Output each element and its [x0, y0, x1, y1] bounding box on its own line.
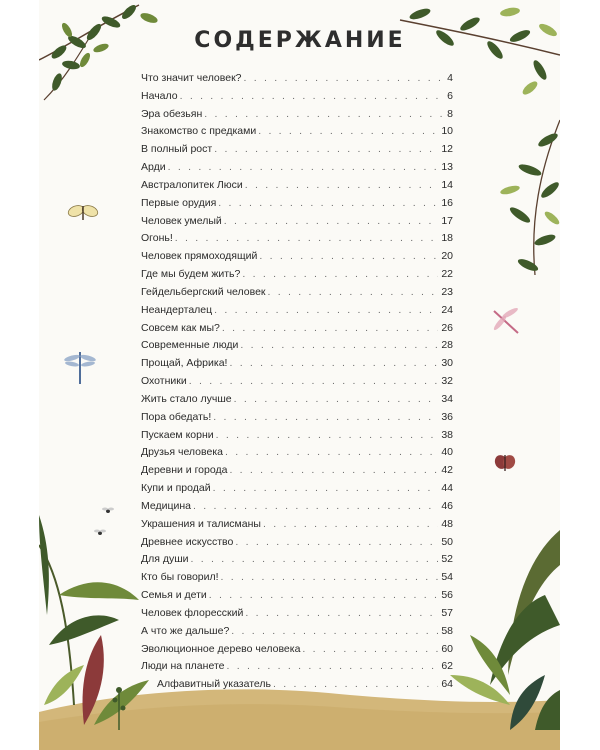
toc-entry-page: 6 [447, 89, 453, 102]
toc-leader-dots [216, 429, 439, 441]
toc-leader-dots [225, 446, 438, 458]
toc-entry-page: 22 [441, 268, 453, 281]
toc-leader-dots [180, 90, 445, 102]
toc-leader-dots [213, 411, 438, 423]
toc-entry [141, 90, 453, 108]
toc-entry [141, 268, 453, 286]
toc-entry-title: Деревни и города [141, 464, 228, 477]
toc-entry-title: Человек умелый [141, 214, 222, 227]
toc-entry-title: Первые орудия [141, 196, 217, 209]
pink-dragonfly-illustration [488, 305, 524, 337]
toc-leader-dots [268, 286, 439, 298]
toc-leader-dots [204, 108, 444, 120]
toc-entry-page: 58 [441, 624, 453, 637]
toc-leader-dots [231, 625, 438, 637]
toc-entry-page: 30 [441, 357, 453, 370]
toc-leader-dots [224, 215, 439, 227]
toc-entry [141, 197, 453, 215]
toc-entry [141, 571, 453, 589]
toc-entry-title: А что же дальше? [141, 624, 230, 637]
toc-entry-title: Огонь! [141, 232, 173, 245]
toc-entry-title: Начало [141, 89, 178, 102]
toc-entry-page: 20 [441, 250, 453, 263]
toc-entry-title: Эра обезьян [141, 107, 203, 120]
toc-leader-dots [214, 143, 438, 155]
toc-leader-dots [193, 500, 438, 512]
toc-entry-title: Арди [141, 161, 166, 174]
toc-leader-dots [168, 161, 439, 173]
toc-entry-title: Люди на планете [141, 660, 225, 673]
bottom-right-plants-illustration [450, 525, 560, 730]
toc-entry-title: Для души [141, 553, 189, 566]
toc-entry-page: 8 [447, 107, 453, 120]
toc-entry-title: Человек флоресский [141, 606, 244, 619]
toc-entry-title: Семья и дети [141, 589, 207, 602]
toc-leader-dots [209, 589, 439, 601]
toc-entry-title: Современные люди [141, 339, 239, 352]
toc-entry [141, 500, 453, 518]
toc-entry-title: Украшения и талисманы [141, 517, 261, 530]
toc-entry [141, 143, 453, 161]
toc-entry-page: 26 [441, 321, 453, 334]
toc-entry [141, 411, 453, 429]
toc-entry-title: Неандерталец [141, 303, 213, 316]
toc-entry-page: 48 [441, 517, 453, 530]
toc-entry-page: 40 [441, 446, 453, 459]
toc-entry-page: 28 [441, 339, 453, 352]
toc-entry-page: 44 [441, 482, 453, 495]
toc-entry [141, 446, 453, 464]
toc-entry-page: 56 [441, 589, 453, 602]
toc-entry [141, 161, 453, 179]
toc-leader-dots [229, 357, 438, 369]
toc-entry-page: 4 [447, 72, 453, 84]
toc-entry [141, 339, 453, 357]
toc-entry [141, 625, 453, 643]
toc-entry-page: 64 [441, 678, 453, 691]
toc-entry-title: Знакомство с предками [141, 125, 257, 138]
toc-entry-title: Медицина [141, 499, 191, 512]
blue-dragonfly-illustration [64, 348, 96, 386]
toc-entry-page: 23 [441, 285, 453, 298]
toc-entry-page: 13 [441, 161, 453, 174]
toc-entry-title: Где мы будем жить? [141, 268, 241, 281]
toc-entry-title: Эволюционное дерево человека [141, 642, 301, 655]
toc-entry [141, 304, 453, 322]
toc-leader-dots [226, 660, 438, 672]
toc-entry [141, 678, 453, 696]
toc-entry [141, 286, 453, 304]
toc-entry [141, 482, 453, 500]
toc-leader-dots [245, 607, 438, 619]
toc-entry-page: 17 [441, 214, 453, 227]
toc-entry-title: Древнее искусство [141, 535, 234, 548]
toc-leader-dots [189, 375, 439, 387]
toc-leader-dots [218, 197, 438, 209]
toc-entry [141, 607, 453, 625]
right-side-leaves-illustration [490, 110, 560, 280]
toc-entry [141, 643, 453, 661]
toc-entry [141, 464, 453, 482]
page-title: СОДЕРЖАНИЕ [194, 28, 406, 53]
toc-entry-title: Алфавитный указатель [157, 678, 271, 691]
toc-entry [141, 553, 453, 571]
toc-entry [141, 375, 453, 393]
toc-entry [141, 125, 453, 143]
toc-entry [141, 250, 453, 268]
toc-entry [141, 536, 453, 554]
toc-leader-dots [214, 304, 438, 316]
toc-entry [141, 322, 453, 340]
toc-entry-title: Что значит человек? [141, 72, 242, 84]
toc-leader-dots [222, 322, 438, 334]
red-butterfly-illustration [494, 452, 516, 474]
toc-leader-dots [213, 482, 439, 494]
toc-entry-title: Совсем как мы? [141, 321, 220, 334]
toc-entry-title: В полный рост [141, 143, 213, 156]
toc-entry-page: 12 [441, 143, 453, 156]
toc-entry [141, 660, 453, 678]
toc-entry-title: Пускаем корни [141, 428, 214, 441]
toc-leader-dots [245, 179, 439, 191]
small-flies-illustration [94, 505, 118, 541]
toc-entry [141, 72, 453, 90]
toc-leader-dots [221, 571, 439, 583]
toc-entry [141, 357, 453, 375]
toc-entry [141, 232, 453, 250]
toc-entry-page: 50 [441, 535, 453, 548]
toc-leader-dots [244, 72, 445, 84]
toc-leader-dots [191, 553, 439, 565]
toc-entry [141, 589, 453, 607]
toc-leader-dots [240, 339, 438, 351]
toc-entry-page: 52 [441, 553, 453, 566]
toc-entry-title: Гейдельбергский человек [141, 285, 266, 298]
toc-leader-dots [302, 643, 438, 655]
toc-entry [141, 179, 453, 197]
toc-entry-page: 54 [441, 571, 453, 584]
toc-entry-page: 10 [441, 125, 453, 138]
toc-leader-dots [229, 464, 438, 476]
toc-entry-title: Прощай, Африка! [141, 357, 228, 370]
toc-entry-page: 16 [441, 196, 453, 209]
toc-entry-title: Пора обедать! [141, 410, 212, 423]
toc-entry-page: 32 [441, 375, 453, 388]
toc-entry-page: 57 [441, 606, 453, 619]
table-of-contents [141, 72, 453, 696]
toc-entry-page: 14 [441, 178, 453, 191]
toc-entry-page: 60 [441, 642, 453, 655]
toc-leader-dots [273, 678, 438, 690]
toc-entry-page: 42 [441, 464, 453, 477]
toc-entry-page: 36 [441, 410, 453, 423]
toc-entry [141, 215, 453, 233]
toc-entry-title: Австралопитек Люси [141, 178, 243, 191]
toc-entry-page: 34 [441, 392, 453, 405]
toc-leader-dots [263, 518, 438, 530]
toc-leader-dots [235, 536, 438, 548]
toc-entry [141, 429, 453, 447]
toc-entry-page: 46 [441, 499, 453, 512]
toc-leader-dots [259, 250, 438, 262]
toc-leader-dots [175, 232, 439, 244]
toc-entry-page: 62 [441, 660, 453, 673]
toc-entry-title: Кто бы говорил! [141, 571, 219, 584]
toc-entry-title: Человек прямоходящий [141, 250, 258, 263]
toc-entry-title: Охотники [141, 375, 187, 388]
toc-entry-title: Жить стало лучше [141, 392, 232, 405]
toc-leader-dots [242, 268, 438, 280]
toc-entry-title: Купи и продай [141, 482, 211, 495]
toc-entry-page: 24 [441, 303, 453, 316]
toc-entry-page: 38 [441, 428, 453, 441]
toc-entry [141, 518, 453, 536]
toc-entry-page: 18 [441, 232, 453, 245]
toc-leader-dots [258, 125, 438, 137]
toc-entry [141, 108, 453, 126]
toc-entry-title: Друзья человека [141, 446, 223, 459]
yellow-butterfly-illustration [67, 202, 99, 224]
toc-entry [141, 393, 453, 411]
toc-leader-dots [234, 393, 439, 405]
